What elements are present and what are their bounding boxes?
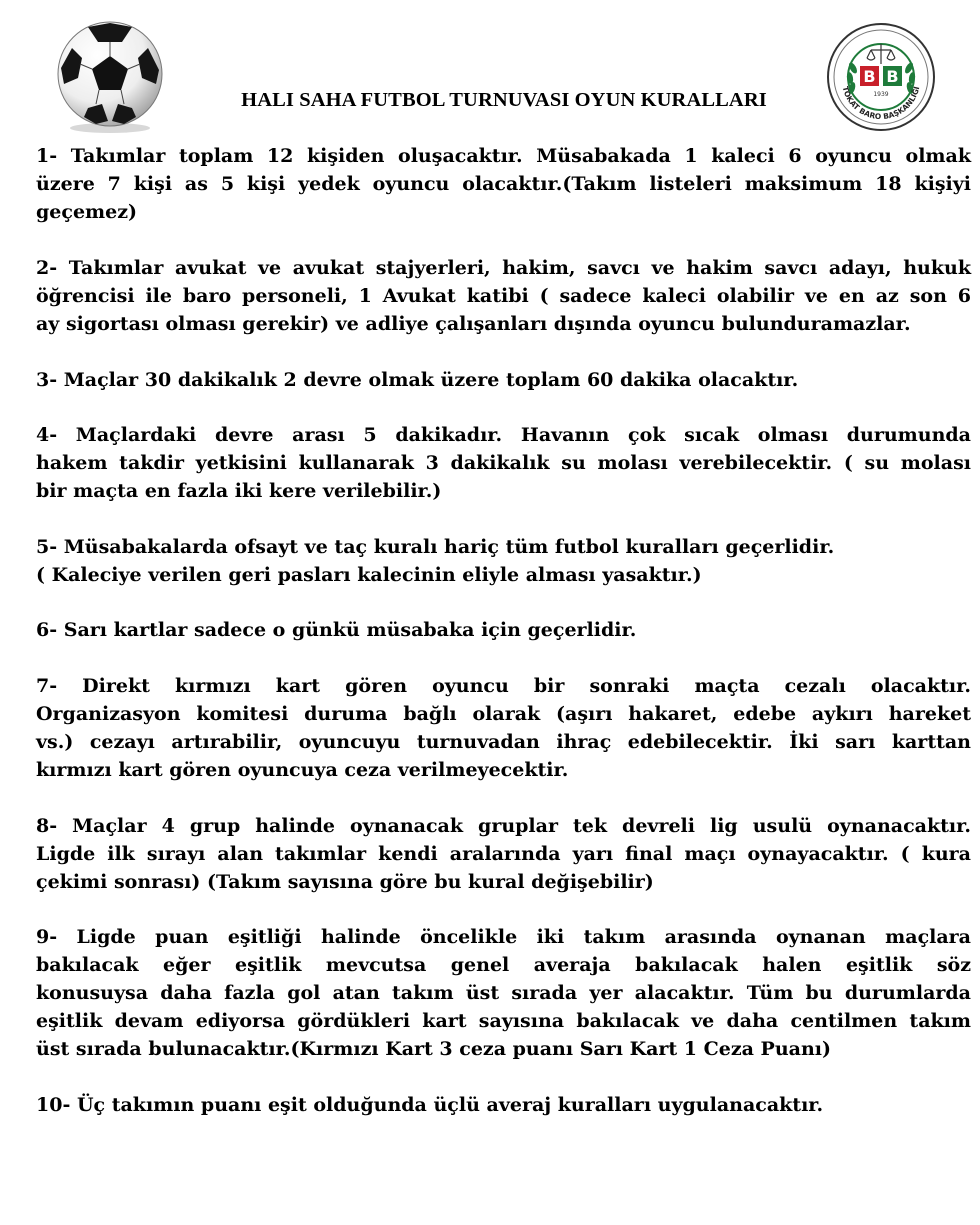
rule-2-line: 2- Takımlar avukat ve avukat stajyerleri, hakim, savcı ve hakim savcı adayı, hukuk [36,257,971,279]
rule-5-line: ( Kaleciye verilen geri pasları kalecinin eliyle alması yasaktır.) [36,564,702,586]
rule-10-line: 10- Üç takımın puanı eşit olduğunda üçlü averaj kuralları uygulanacaktır. [36,1094,824,1116]
rule-4-line: hakem takdir yetkisini kullanarak 3 dakikalık su molası verebilecektir. ( su molası [36,452,971,474]
rule-1-line: geçemez) [36,201,138,223]
rule-7-line: vs.) cezayı artırabilir, oyuncuyu turnuvadan ihraç edebilecektir. İki sarı karttan [36,731,971,753]
rule-5-line: 5- Müsabakalarda ofsayt ve taç kuralı hariç tüm futbol kuralları geçerlidir. [36,536,835,558]
rule-9 [36,923,971,1063]
rule-7-line: kırmızı kart gören oyuncuya ceza verilmeyecektir. [36,759,569,781]
logo-initial-left: B [863,67,876,86]
rule-8-line: Ligde ilk sırayı alan takımlar kendi aralarında yarı final maçı oynayacaktır. ( kura [36,843,971,865]
rule-6 [36,616,971,644]
logo-year: 1939 [873,91,889,98]
rule-5 [36,533,971,589]
rule-4-line: 4- Maçlardaki devre arası 5 dakikadır. Havanın çok sıcak olması durumunda [36,424,971,446]
rule-4 [36,421,971,505]
rule-4-line: bir maçta en fazla iki kere verilebilir.) [36,480,442,502]
rule-6-line: 6- Sarı kartlar sadece o günkü müsabaka için geçerlidir. [36,619,637,641]
rule-10 [36,1091,971,1119]
rule-8 [36,812,971,896]
rule-8-line: çekimi sonrası) (Takım sayısına göre bu kural değişebilir) [36,871,654,893]
logo-ring-text: TOKAT BARO BAŞKANLIĞI [840,85,922,122]
rule-7-line: Organizasyon komitesi duruma bağlı olarak (aşırı hakaret, edebe aykırı hareket [36,703,971,725]
rule-7-line: 7- Direkt kırmızı kart gören oyuncu bir sonraki maçta cezalı olacaktır. [36,675,971,697]
rule-7 [36,672,971,784]
rule-8-line: 8- Maçlar 4 grup halinde oynanacak gruplar tek devreli lig usulü oynanacaktır. [36,815,971,837]
rule-9-line: konusuysa daha fazla gol atan takım üst sırada yer alacaktır. Tüm bu durumlarda [36,982,971,1004]
rule-3-line: 3- Maçlar 30 dakikalık 2 devre olmak üzere toplam 60 dakika olacaktır. [36,369,799,391]
rule-9-line: eşitlik devam ediyorsa gördükleri kart sayısına bakılacak ve daha centilmen takım [36,1010,971,1032]
rule-1 [36,142,971,226]
rule-2 [36,254,971,338]
rule-2-line: öğrencisi ile baro personeli, 1 Avukat katibi ( sadece kaleci olabilir ve en az son 6 [36,285,971,307]
soccer-ball-icon [52,18,168,134]
page-title: HALI SAHA FUTBOL TURNUVASI OYUN KURALLARI [241,89,767,111]
rule-2-line: ay sigortası olması gerekir) ve adliye çalışanları dışında oyuncu bulunduramazlar. [36,313,911,335]
rule-9-line: bakılacak eğer eşitlik mevcutsa genel averaja bakılacak halen eşitlik söz [36,954,971,976]
rule-3 [36,366,971,394]
rule-9-line: 9- Ligde puan eşitliği halinde öncelikle iki takım arasında oynanan maçlara [36,926,971,948]
logo-initial-right: B [886,67,899,86]
rule-9-line: üst sırada bulunacaktır.(Kırmızı Kart 3 ceza puanı Sarı Kart 1 Ceza Puanı) [36,1038,831,1060]
rule-1-line: 1- Takımlar toplam 12 kişiden oluşacaktır. Müsabakada 1 kaleci 6 oyuncu olmak [36,145,971,167]
rule-1-line: üzere 7 kişi as 5 kişi yedek oyuncu olacaktır.(Takım listeleri maksimum 18 kişiyi [36,173,971,195]
bar-association-logo-icon [826,22,936,132]
